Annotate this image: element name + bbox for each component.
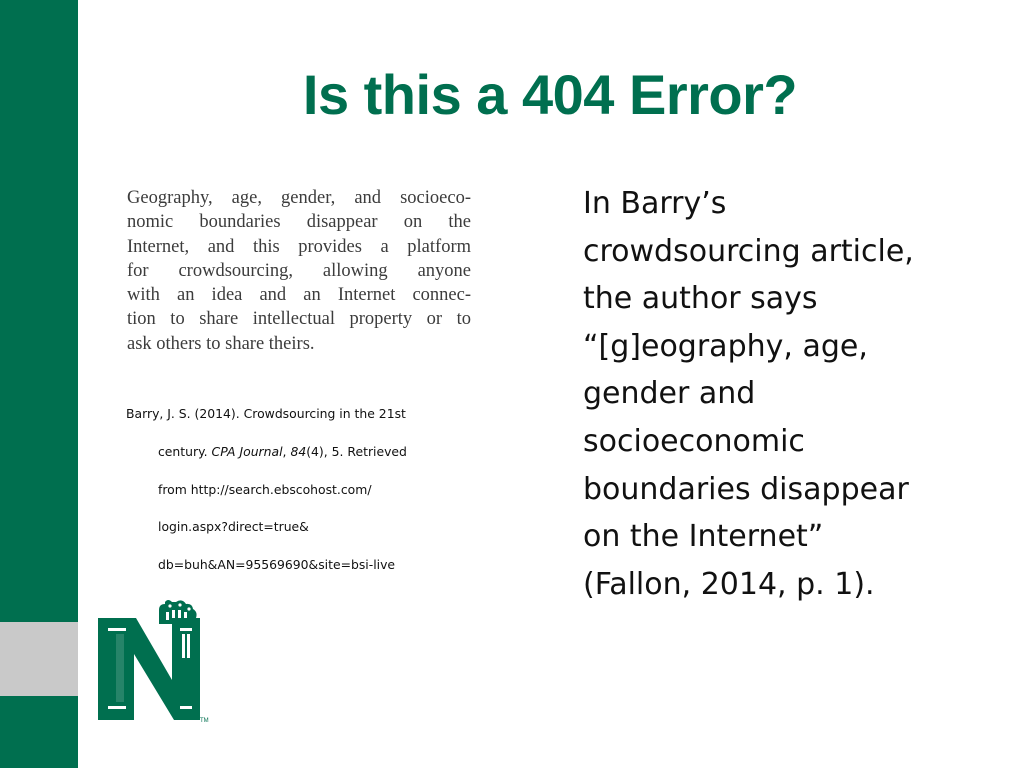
- body-paragraph: [583, 180, 983, 608]
- page-title: Is this a 404 Error?: [302, 63, 798, 126]
- citation-line: Barry, J. S. (2014). Crowdsourcing in the 21st: [126, 406, 406, 421]
- body-line: boundaries disappear: [583, 471, 909, 507]
- body-line: “[g]eography, age,: [583, 328, 868, 364]
- body-line: In Barry’s: [583, 186, 727, 221]
- citation-journal: CPA Journal: [211, 444, 283, 459]
- citation-volume: 84: [290, 444, 307, 459]
- citation-url-line: from http://search.ebscohost.com/: [158, 482, 372, 497]
- citation-url-line: db=buh&AN=95569690&site=bsi-live: [158, 557, 396, 572]
- university-n-logo-icon: [96, 598, 218, 730]
- quote-excerpt-line: Internet, and this provides a platform: [127, 236, 471, 257]
- quote-excerpt-line: tion to share intellectual property or to: [127, 309, 471, 330]
- citation-text: century.: [158, 444, 212, 459]
- sidebar-gray-band: [0, 622, 78, 696]
- quote-excerpt-line: ask others to share theirs.: [127, 333, 315, 354]
- quote-excerpt-line: nomic boundaries disappear on the: [127, 212, 471, 233]
- quote-excerpt-line: Geography, age, gender, and socioeco-: [127, 188, 471, 208]
- body-line: crowdsourcing article,: [583, 233, 914, 269]
- body-line: the author says: [583, 281, 818, 317]
- body-line: (Fallon, 2014, p. 1).: [583, 566, 875, 602]
- citation-text: (4), 5. Retrieved: [306, 444, 407, 459]
- citation-url-line: login.aspx?direct=true&: [158, 519, 309, 534]
- quote-excerpt-image: [127, 186, 471, 356]
- logo-trademark: TM: [200, 718, 209, 724]
- body-line: gender and: [583, 376, 756, 412]
- quote-excerpt-line: with an idea and an Internet connec-: [127, 285, 471, 306]
- body-line: socioeconomic: [583, 423, 805, 459]
- body-line: on the Internet”: [583, 519, 824, 555]
- citation-text: ,: [282, 444, 291, 459]
- citation-line: [158, 444, 407, 459]
- quote-excerpt-line: for crowdsourcing, allowing anyone: [127, 260, 471, 281]
